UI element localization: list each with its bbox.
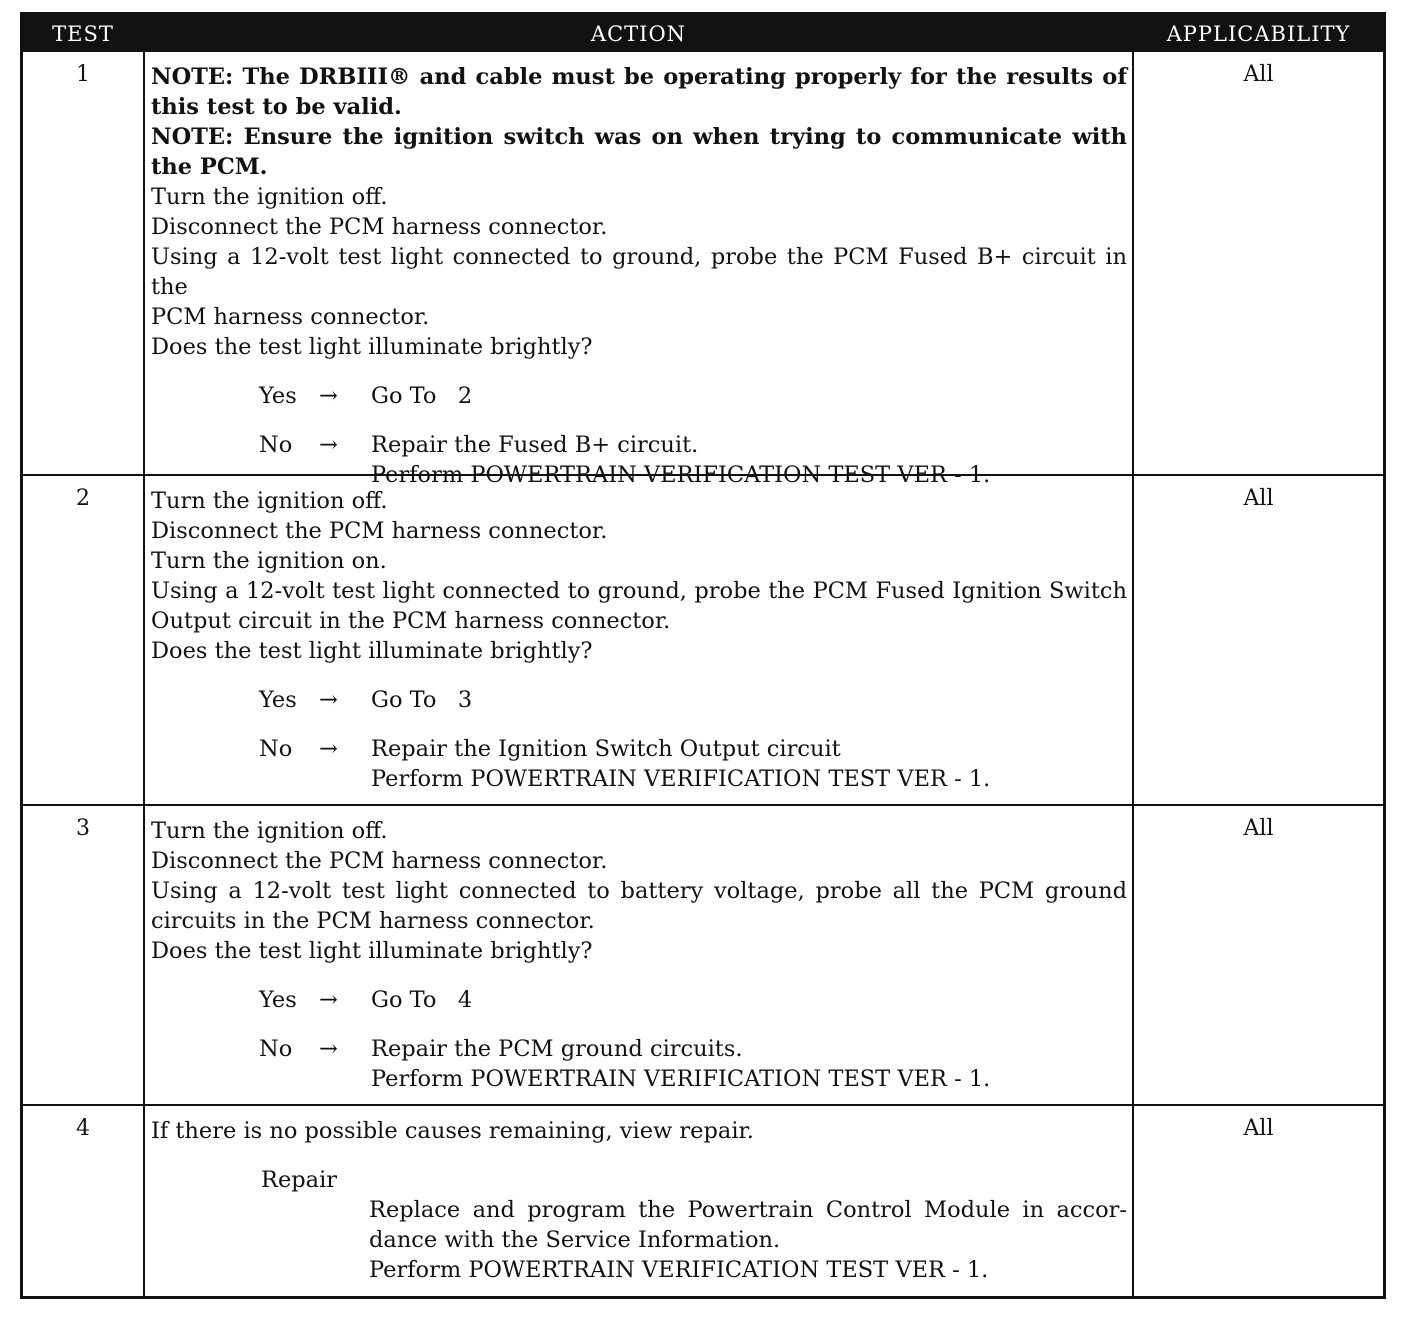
instruction-line: circuits in the PCM harness connector.: [151, 908, 595, 934]
instruction-line: PCM harness connector.: [151, 304, 430, 330]
applicability-value: All: [1243, 62, 1274, 87]
yes-label: Yes: [259, 383, 297, 409]
instruction-line: Turn the ignition off.: [151, 488, 388, 514]
no-result-line: Perform POWERTRAIN VERIFICATION TEST VER - 1.: [371, 462, 991, 488]
instruction-line: Disconnect the PCM harness connector.: [151, 518, 608, 544]
repair-line: Replace and program the Powertrain Control Module in accor-: [369, 1197, 1127, 1223]
header-applicability: APPLICABILITY: [1166, 22, 1351, 46]
action-cell: [151, 1116, 1127, 1285]
no-result: [371, 1034, 990, 1094]
instruction-line: Using a 12-volt test light connected to ground, probe the PCM Fused B+ circuit in the: [151, 244, 1127, 300]
table-row: [23, 1104, 1383, 1296]
action-cell: [151, 62, 1127, 490]
instruction-line: If there is no possible causes remaining, view repair.: [151, 1118, 754, 1144]
applicability-value: All: [1243, 486, 1274, 511]
yes-label: Yes: [259, 687, 297, 713]
instruction-line: Using a 12-volt test light connected to battery voltage, probe all the PCM ground: [151, 878, 1127, 904]
arrow-icon: →: [319, 987, 338, 1013]
diagnostic-test-table: [20, 12, 1386, 1299]
no-result-line: Repair the Ignition Switch Output circuit: [371, 736, 841, 762]
arrow-icon: →: [319, 383, 338, 409]
repair-label: Repair: [261, 1167, 338, 1193]
no-result-line: Perform POWERTRAIN VERIFICATION TEST VER - 1.: [371, 1066, 991, 1092]
no-result-line: Repair the PCM ground circuits.: [371, 1036, 743, 1062]
repair-line: Perform POWERTRAIN VERIFICATION TEST VER - 1.: [369, 1257, 989, 1283]
table-header: [23, 15, 1383, 52]
action-cell: [151, 486, 1127, 794]
yes-result: Go To 2: [371, 383, 473, 409]
repair-body: [151, 1195, 1127, 1285]
test-number: 3: [76, 816, 90, 841]
header-action: ACTION: [590, 22, 687, 46]
arrow-icon: →: [319, 736, 338, 762]
question-line: Does the test light illuminate brightly?: [151, 334, 593, 360]
yes-label: Yes: [259, 987, 297, 1013]
test-number: 1: [76, 62, 90, 87]
instruction-line: Using a 12-volt test light connected to ground, probe the PCM Fused Ignition Switch: [151, 578, 1127, 604]
no-label: No: [259, 736, 293, 762]
applicability-value: All: [1243, 816, 1274, 841]
no-label: No: [259, 1036, 293, 1062]
arrow-icon: →: [319, 432, 338, 458]
instruction-line: Output circuit in the PCM harness connector.: [151, 608, 671, 634]
no-result-line: Perform POWERTRAIN VERIFICATION TEST VER - 1.: [371, 766, 991, 792]
table-row: [23, 804, 1383, 1106]
header-test: TEST: [52, 22, 114, 46]
instruction-line: Turn the ignition off.: [151, 184, 388, 210]
applicability-value: All: [1243, 1116, 1274, 1141]
test-number: 2: [76, 486, 90, 511]
yes-result: Go To 4: [371, 987, 473, 1013]
table-row: [23, 474, 1383, 806]
yes-result: Go To 3: [371, 687, 473, 713]
table-row: [23, 52, 1383, 488]
action-cell: [151, 816, 1127, 1094]
instruction-line: Disconnect the PCM harness connector.: [151, 848, 608, 874]
note-line: this test to be valid.: [151, 94, 402, 120]
instruction-line: Turn the ignition on.: [151, 548, 387, 574]
yes-answer: [151, 381, 1127, 411]
note-line: the PCM.: [151, 154, 268, 180]
instruction-line: Turn the ignition off.: [151, 818, 388, 844]
arrow-icon: →: [319, 1036, 338, 1062]
note-line: NOTE: The DRBIII® and cable must be operating properly for the results of: [151, 64, 1127, 90]
arrow-icon: →: [319, 687, 338, 713]
instruction-line: Disconnect the PCM harness connector.: [151, 214, 608, 240]
note-line: NOTE: Ensure the ignition switch was on when trying to communicate with: [151, 124, 1127, 150]
no-answer: [151, 734, 1127, 794]
test-number: 4: [76, 1116, 90, 1141]
no-answer: [151, 1034, 1127, 1094]
question-line: Does the test light illuminate brightly?: [151, 638, 593, 664]
no-result: [371, 734, 990, 794]
no-label: No: [259, 432, 293, 458]
yes-answer: [151, 985, 1127, 1015]
question-line: Does the test light illuminate brightly?: [151, 938, 593, 964]
no-result-line: Repair the Fused B+ circuit.: [371, 432, 699, 458]
repair-line: dance with the Service Information.: [369, 1227, 781, 1253]
yes-answer: [151, 685, 1127, 715]
